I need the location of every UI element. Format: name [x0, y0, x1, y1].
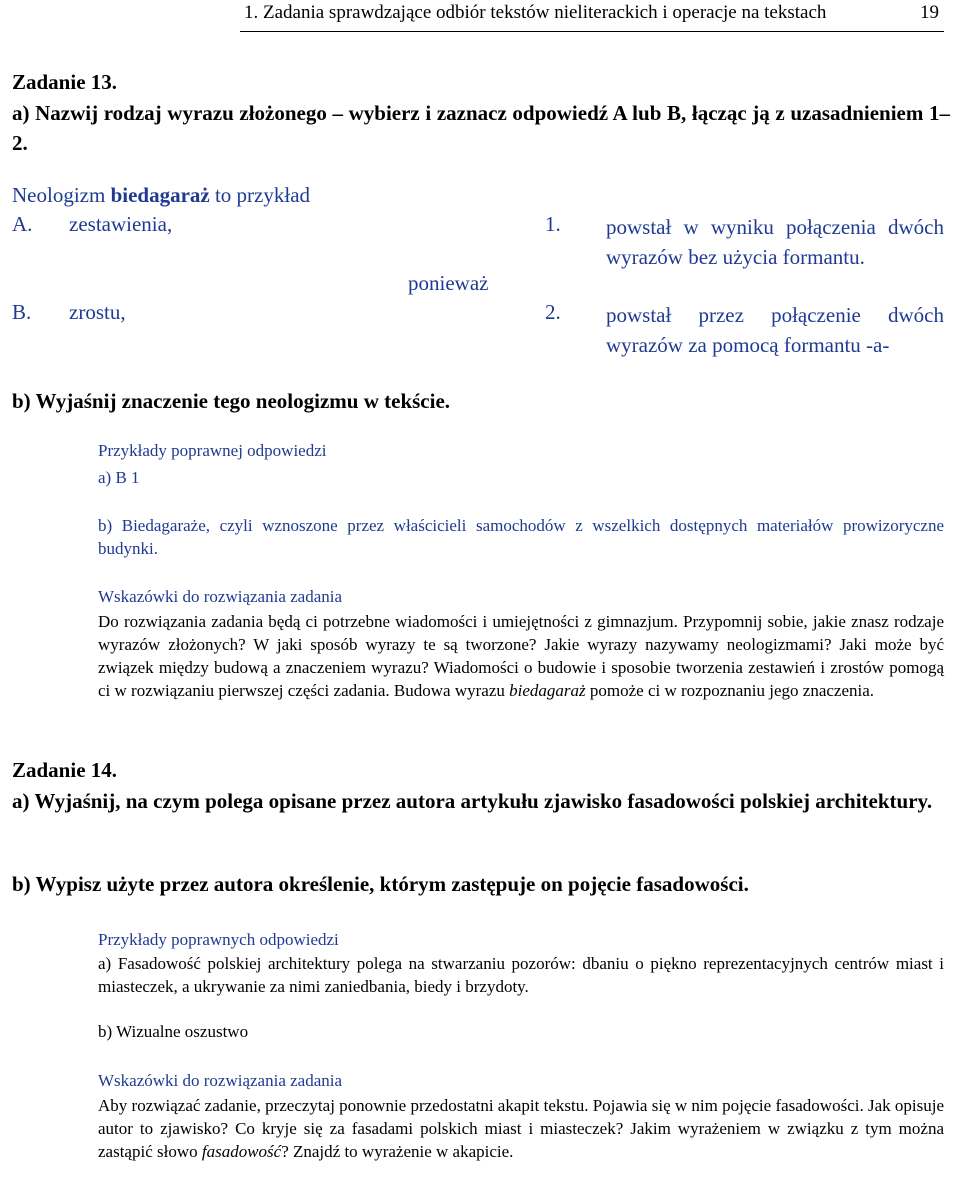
task14-answer-a: a) Fasadowość polskiej architektury polega na stwarzaniu pozorów: dbaniu o piękno reprezentacyjnych centrów miast i miasteczek, a ukrywanie za nimi zaniedbania, biedy i brzydoty. [98, 954, 944, 996]
reason-2-number: 2. [545, 300, 561, 324]
task13-hints-text [98, 610, 944, 702]
task14-hints-heading: Wskazówki do rozwiązania zadania [98, 1071, 343, 1090]
hints-text-part1: Aby rozwiązać zadanie, przeczytaj ponownie przedostatni akapit tekstu. Pojawia się w nim pojęcie fasadowości. Jak opisuje autor to zjawisko? Co kryje się za fasadami polskich miast i miasteczek? Jakim wyrażeniem w związku z tym można zastąpić słowo [98, 1096, 944, 1161]
task14-question-a: a) Wyjaśnij, na czym polega opisane przez autora artykułu zjawisko fasadowości polskiej architektury. [12, 789, 933, 813]
page-number: 19 [920, 2, 939, 23]
task14-answer-b: b) Wizualne oszustwo [98, 1022, 249, 1041]
hints-text-part2: pomoże ci w rozpoznaniu jego znaczenia. [585, 681, 875, 700]
reason-2-text: powstał przez połączenie dwóch wyrazów za pomocą formantu -a- [606, 303, 944, 357]
reason-1-number: 1. [545, 212, 561, 236]
task13-hints-heading: Wskazówki do rozwiązania zadania [98, 587, 343, 606]
task13-answer-b: b) Biedagaraże, czyli wznoszone przez właścicieli samochodów z wszelkich dostępnych materiałów prowizoryczne budynki. [98, 516, 944, 558]
task13-examples-heading: Przykłady poprawnej odpowiedzi [98, 441, 327, 460]
task13-question-a: a) Nazwij rodzaj wyrazu złożonego – wybierz i zaznacz odpowiedź A lub B, łącząc ją z uzasadnieniem 1–2. [12, 101, 950, 155]
task13-sentence [12, 183, 310, 208]
option-a-text: zestawienia, [69, 212, 173, 236]
reason-1-text: powstał w wyniku połączenia dwóch wyrazów bez użycia formantu. [606, 215, 944, 269]
task13-answer-a: a) B 1 [98, 468, 140, 487]
option-b-text: zrostu, [69, 300, 126, 324]
hints-text-part1: Do rozwiązania zadania będą ci potrzebne wiadomości i umiejętności z gimnazjum. Przypomnij sobie, jakie znasz rodzaje wyrazów złożonych? W jaki sposób wyrazy te są tworzone? Jakie wyrazy nazywamy neologizmami? Jaki może być związek między budową a znaczeniem wyrazu? Wiadomości o budowie i sposobie tworzenia zestawień i zrostów pomogą ci w rozwiązaniu pierwszej części zadania. Budowa wyrazu [98, 612, 944, 700]
sentence-suffix: to przykład [209, 183, 311, 207]
sentence-word: biedagaraż [110, 183, 210, 207]
sentence-prefix: Neologizm [12, 183, 111, 207]
hints-italic-word: fasadowość [201, 1142, 282, 1161]
header-rule [240, 31, 944, 32]
task14-question-b: b) Wypisz użyte przez autora określenie, którym zastępuje on pojęcie fasadowości. [12, 872, 749, 896]
task14-examples-heading: Przykłady poprawnych odpowiedzi [98, 930, 339, 949]
task13-question-b: b) Wyjaśnij znaczenie tego neologizmu w tekście. [12, 389, 451, 413]
hints-italic-word: biedagaraż [509, 681, 586, 700]
task14-hints-text [98, 1094, 944, 1163]
task14-heading: Zadanie 14. [12, 758, 118, 782]
task13-heading: Zadanie 13. [12, 70, 118, 94]
hints-text-part2: ? Znajdź to wyrażenie w akapicie. [281, 1142, 514, 1161]
option-b-letter: B. [12, 300, 32, 324]
running-header-title: 1. Zadania sprawdzające odbiór tekstów nieliterackich i operacje na tekstach [244, 2, 827, 23]
connector-word: ponieważ [408, 271, 489, 295]
option-a-letter: A. [12, 212, 33, 236]
